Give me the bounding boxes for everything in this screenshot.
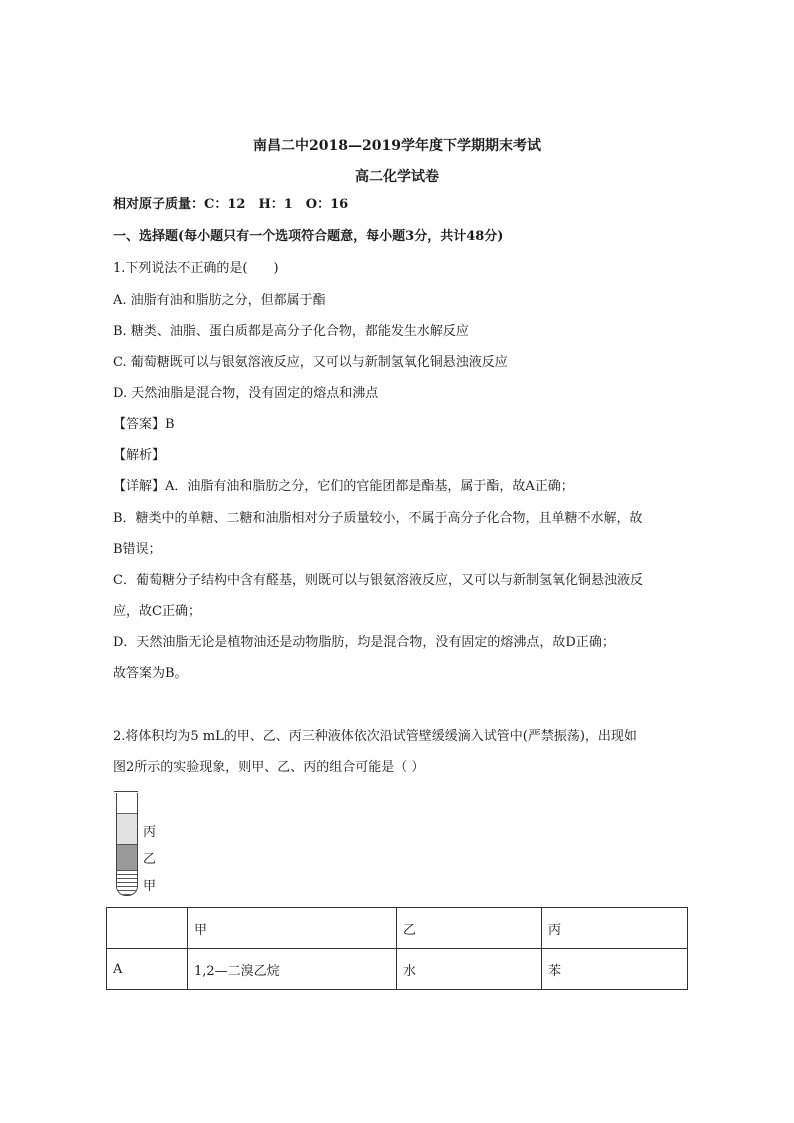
q1-explanation-line: 应，故C正确；	[113, 604, 201, 619]
q1-explanation-line: B错误；	[113, 542, 162, 557]
q1-answer: 【答案】B	[113, 417, 175, 432]
q1-explanation-line: B．糖类中的单糖、二糖和油脂相对分子质量较小，不属于高分子化合物，且单糖不水解，故	[113, 511, 643, 526]
table-header-cell: 乙	[397, 908, 542, 949]
test-tube-figure	[116, 793, 138, 896]
tube-layer-yi	[117, 844, 137, 871]
section-heading: 一、选择题(每小题只有一个选项符合题意，每小题3分，共计48分)	[113, 229, 504, 244]
q1-explanation-line: D．天然油脂无论是植物油还是动物脂肪，均是混合物，没有固定的熔沸点，故D正确；	[113, 635, 615, 650]
tube-label-yi: 乙	[143, 852, 157, 867]
tube-layer-bing	[117, 813, 137, 844]
q2-stem-line: 2.将体积均为5 mL的甲、乙、丙三种液体依次沿试管壁缓缓滴入试管中(严禁振荡)，出现如	[113, 729, 637, 744]
table-cell: 苯	[542, 949, 688, 990]
q1-option-a: A. 油脂有油和脂肪之分，但都属于酯	[113, 293, 326, 308]
table-row	[107, 949, 688, 990]
q1-option-d: D. 天然油脂是混合物，没有固定的熔点和沸点	[113, 386, 379, 401]
tube-layer-jia	[117, 870, 137, 896]
exam-subtitle: 高二化学试卷	[355, 169, 439, 185]
table-header-cell	[107, 908, 188, 949]
tube-empty-space	[117, 793, 137, 813]
options-table	[106, 907, 688, 990]
q1-explanation-line: 故答案为B。	[113, 666, 188, 681]
table-header-cell: 甲	[188, 908, 397, 949]
exam-title: 南昌二中2018—2019学年度下学期期末考试	[253, 138, 541, 154]
table-cell: 1,2—二溴乙烷	[188, 949, 397, 990]
q1-stem: 1.下列说法不正确的是( )	[113, 261, 279, 276]
q1-option-b: B. 糖类、油脂、蛋白质都是高分子化合物，都能发生水解反应	[113, 324, 469, 339]
atomic-masses: 相对原子质量：C：12 H：1 O：16	[113, 197, 349, 212]
q2-stem-line: 图2所示的实验现象，则甲、乙、丙的组合可能是（ ）	[113, 760, 425, 775]
q1-option-c: C. 葡萄糖既可以与银氨溶液反应，又可以与新制氢氧化铜悬浊液反应	[113, 355, 508, 370]
tube-label-jia: 甲	[143, 879, 157, 894]
tube-label-bing: 丙	[143, 825, 157, 840]
table-cell: 水	[397, 949, 542, 990]
q1-explanation-line: C．葡萄糖分子结构中含有醛基，则既可以与银氨溶液反应，又可以与新制氢氧化铜悬浊液反	[113, 573, 643, 588]
q1-analysis-label: 【解析】	[113, 448, 166, 463]
table-cell: A	[107, 949, 188, 990]
q1-explanation-line: 【详解】A．油脂有油和脂肪之分，它们的官能团都是酯基，属于酯，故A正确；	[113, 479, 574, 494]
table-header-cell: 丙	[542, 908, 688, 949]
table-header-row	[107, 908, 688, 949]
